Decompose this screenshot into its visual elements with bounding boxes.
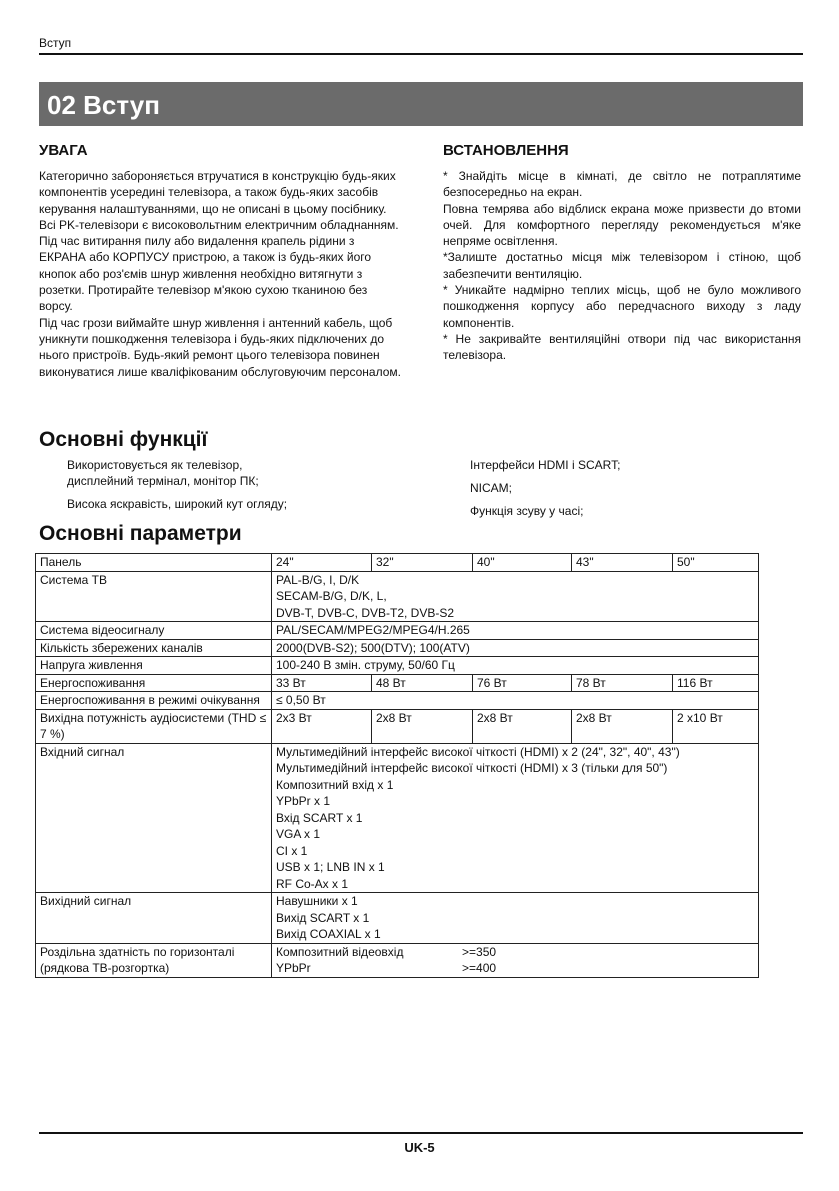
row-value: 2000(DVB-S2); 500(DTV); 100(ATV): [272, 639, 759, 657]
row-label: Роздільна здатність по горизонталі (рядкова ТВ-розгортка): [36, 943, 272, 977]
feature-item: NICAM;: [470, 481, 512, 495]
installation-heading: ВСТАНОВЛЕННЯ: [443, 142, 569, 159]
table-row: [36, 657, 759, 675]
row-label: Система ТВ: [36, 571, 272, 622]
row-label: Вихідний сигнал: [36, 893, 272, 944]
params-heading: Основні параметри: [39, 522, 242, 545]
panel-size-cell: 50": [673, 554, 759, 572]
value-line: Вихід SCART x 1: [276, 910, 370, 925]
audio-cell: 2x3 Вт: [272, 709, 372, 743]
table-row: [36, 674, 759, 692]
feature-item: Інтерфейси HDMI і SCART;: [470, 458, 621, 472]
row-label: Панель: [36, 554, 272, 572]
row-value: 100-240 В змін. струму, 50/60 Гц: [272, 657, 759, 675]
value-line: RF Co-Ax x 1: [276, 876, 349, 891]
row-value: ≤ 0,50 Вт: [272, 692, 759, 710]
row-label: Напруга живлення: [36, 657, 272, 675]
consumption-cell: 116 Вт: [673, 674, 759, 692]
row-label: Вхідний сигнал: [36, 743, 272, 893]
audio-cell: 2 x10 Вт: [673, 709, 759, 743]
row-value: [272, 571, 759, 622]
installation-paragraph: * Не закривайте вентиляційні отвори під час використання телевізора.: [443, 331, 801, 363]
table-row: [36, 692, 759, 710]
value-line: YPbPr x 1: [276, 794, 331, 808]
row-value: [272, 893, 759, 944]
warning-paragraph: Під час грози виймайте шнур живлення і антенний кабель, щоб уникнути пошкодження телевізора і будь-яких підключених до нього пристроїв. Будь-який ремонт цього телевізора повинен виконуватися лише кваліфікованим обслуговуючим персоналом.: [39, 315, 401, 379]
value-line: PAL-B/G, I, D/K: [276, 572, 360, 587]
table-row: [36, 571, 759, 622]
row-label: Кількість збережених каналів: [36, 639, 272, 657]
value-line: Навушники x 1: [276, 894, 358, 908]
table-row: [36, 639, 759, 657]
row-label: Вихідна потужність аудіосистеми (THD ≤ 7 %): [36, 709, 272, 743]
table-row: [36, 893, 759, 944]
audio-cell: 2x8 Вт: [372, 709, 473, 743]
features-heading: Основні функції: [39, 428, 208, 451]
row-value: PAL/SECAM/MPEG2/MPEG4/H.265: [272, 622, 759, 640]
row-label: Енергоспоживання в режимі очікування: [36, 692, 272, 710]
header-section-label: Вступ: [39, 36, 72, 50]
table-row: [36, 709, 759, 743]
resolution-input-name: Композитний відеовхід: [276, 944, 404, 959]
feature-item: Використовується як телевізор, дисплейний термінал, монітор ПК;: [67, 458, 259, 488]
panel-size-cell: 32": [372, 554, 473, 572]
installation-paragraph: * Знайдіть місце в кімнаті, де світло не потраплятиме безпосередньо на екран.: [443, 169, 801, 200]
panel-size-cell: 43": [572, 554, 673, 572]
warning-paragraph: Категорично забороняється втручатися в конструкцію будь-яких компонентів усередині телевізора, а також будь-яких засобів керування налаштуваннями, що не описані в цьому посібнику. Всі PK-телевізори є високовольтним електричним обладнанням.: [39, 169, 399, 232]
table-row: [36, 943, 759, 977]
feature-item: Висока яскравість, широкий кут огляду;: [67, 497, 288, 511]
installation-paragraph: *Залиште достатньо місця між телевізором і стіною, щоб забезпечити вентиляцію.: [443, 250, 801, 281]
feature-item: Функція зсуву у часі;: [470, 504, 584, 518]
warning-text: [39, 168, 401, 380]
resolution-input-value: >=400: [462, 961, 497, 975]
value-line: [276, 944, 754, 961]
table-row: [36, 622, 759, 640]
footer-divider: [39, 1132, 803, 1134]
panel-size-cell: 40": [473, 554, 572, 572]
value-line: Мультимедійний інтерфейс високої чіткості (HDMI) x 3 (тільки для 50"): [276, 761, 668, 775]
audio-cell: 2x8 Вт: [473, 709, 572, 743]
consumption-cell: 78 Вт: [572, 674, 673, 692]
header-divider: [39, 53, 803, 55]
table-row: [36, 743, 759, 893]
installation-text: [443, 168, 801, 364]
chapter-title: 02 Вступ: [47, 90, 160, 120]
value-line: VGA x 1: [276, 827, 321, 841]
installation-paragraph: Повна темрява або відблиск екрана може призвести до втоми очей. Для комфортного перегляду рекомендується м'яке непряме освітлення.: [443, 201, 801, 249]
consumption-cell: 48 Вт: [372, 674, 473, 692]
warning-paragraph: Під час витирання пилу або видалення крапель рідини з ЕКРАНА або КОРПУСУ пристрою, а також із будь-яких його кнопок або роз'ємів шнур живлення необхідно витягнути з розетки. Протирайте телевізор м'якою сухою тканиною без ворсу.: [39, 234, 372, 314]
row-label: Система відеосигналу: [36, 622, 272, 640]
value-line: [276, 960, 754, 977]
consumption-cell: 76 Вт: [473, 674, 572, 692]
resolution-input-name: YPbPr: [276, 961, 311, 975]
value-line: DVB-T, DVB-C, DVB-T2, DVB-S2: [276, 605, 455, 620]
panel-size-cell: 24": [272, 554, 372, 572]
audio-cell: 2x8 Вт: [572, 709, 673, 743]
spec-table: [35, 553, 759, 978]
table-row: [36, 554, 759, 572]
resolution-input-value: >=350: [462, 944, 497, 959]
consumption-cell: 33 Вт: [272, 674, 372, 692]
installation-paragraph: * Уникайте надмірно теплих місць, щоб не було можливого пошкодження корпусу або передчасного виходу з ладу компонентів.: [443, 283, 801, 330]
value-line: Мультимедійний інтерфейс високої чіткості (HDMI) x 2 (24", 32", 40", 43"): [276, 744, 680, 759]
row-label: Енергоспоживання: [36, 674, 272, 692]
value-line: Вхід SCART x 1: [276, 810, 363, 825]
value-line: SECAM-B/G, D/K, L,: [276, 589, 387, 603]
warning-heading: УВАГА: [39, 142, 88, 159]
value-line: Вихід COAXIAL x 1: [276, 927, 381, 941]
value-line: Композитний вхід x 1: [276, 777, 394, 792]
page-number: UK-5: [404, 1140, 435, 1155]
row-value: [272, 943, 759, 977]
value-line: CI x 1: [276, 843, 308, 858]
row-value: [272, 743, 759, 893]
value-line: USB x 1; LNB IN x 1: [276, 860, 385, 874]
